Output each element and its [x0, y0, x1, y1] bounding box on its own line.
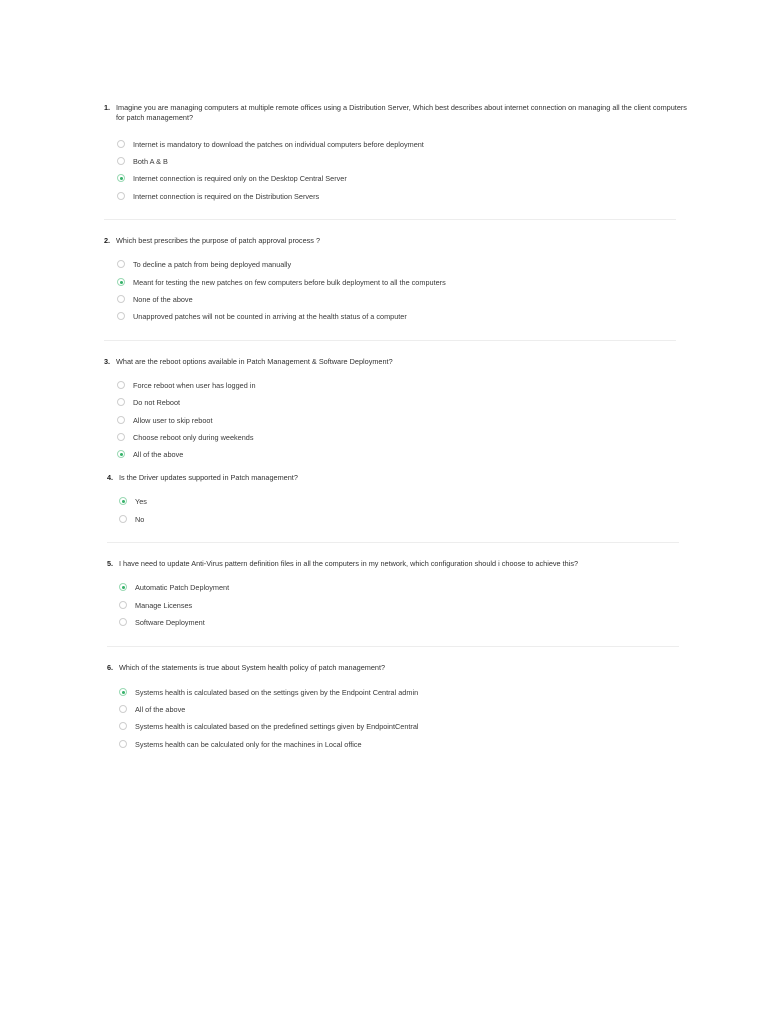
option-label: Manage Licenses [135, 600, 193, 610]
radio-button-selected[interactable] [117, 174, 125, 182]
question-4-text: Is the Driver updates supported in Patch management? [119, 473, 298, 482]
divider [104, 340, 676, 341]
option-label: Both A & B [133, 156, 168, 166]
option-label: Force reboot when user has logged in [133, 380, 256, 390]
question-6-text: Which of the statements is true about System health policy of patch management? [119, 663, 386, 672]
option-label: Systems health is calculated based on the predefined settings given by EndpointCentral [135, 721, 419, 731]
question-5-number: 5. [107, 559, 114, 568]
radio-button[interactable] [117, 260, 125, 268]
option-label: Allow user to skip reboot [133, 415, 213, 425]
radio-button-selected[interactable] [119, 583, 127, 591]
question-1-text: Imagine you are managing computers at multiple remote offices using a Distribution Server, Which best describes about internet connection on managing all the client computers for patch management? [116, 103, 687, 122]
divider [104, 219, 676, 220]
question-1 [0, 103, 768, 201]
question-3 [0, 357, 768, 459]
question-1-option-4[interactable] [117, 190, 319, 202]
question-5-option-3[interactable] [119, 616, 205, 628]
question-4-header [107, 473, 694, 483]
radio-button[interactable] [117, 381, 125, 389]
question-6-option-3[interactable] [119, 720, 419, 732]
question-3-option-5[interactable] [117, 448, 183, 460]
option-label: All of the above [135, 704, 186, 714]
radio-button[interactable] [117, 140, 125, 148]
option-label: Unapproved patches will not be counted in arriving at the health status of a computer [133, 311, 407, 321]
question-5-text: I have need to update Anti-Virus pattern definition files in all the computers in my network, which configuration should i choose to achieve this? [119, 559, 579, 568]
question-6-option-2[interactable] [119, 703, 185, 715]
radio-button[interactable] [119, 601, 127, 609]
radio-button[interactable] [117, 312, 125, 320]
radio-button[interactable] [117, 192, 125, 200]
divider [107, 542, 679, 543]
radio-button[interactable] [117, 157, 125, 165]
option-label: Meant for testing the new patches on few computers before bulk deployment to all the computers [133, 277, 446, 287]
option-label: All of the above [133, 449, 184, 459]
question-1-number: 1. [104, 103, 111, 112]
question-2-header [104, 236, 691, 246]
option-label: Choose reboot only during weekends [133, 432, 254, 442]
radio-button[interactable] [117, 433, 125, 441]
option-label: No [135, 514, 145, 524]
question-4 [0, 473, 768, 524]
question-6-header [107, 663, 694, 673]
question-5-option-1[interactable] [119, 581, 229, 593]
question-6-option-4[interactable] [119, 738, 362, 750]
option-label: Internet connection is required on the Distribution Servers [133, 191, 320, 201]
question-2-number: 2. [104, 236, 111, 245]
question-4-option-1[interactable] [119, 495, 147, 507]
question-6-option-1[interactable] [119, 686, 418, 698]
question-2 [0, 236, 768, 321]
radio-button[interactable] [119, 705, 127, 713]
radio-button[interactable] [117, 416, 125, 424]
radio-button[interactable] [117, 398, 125, 406]
radio-button-selected[interactable] [119, 497, 127, 505]
question-4-number: 4. [107, 473, 114, 482]
option-label: Automatic Patch Deployment [135, 582, 230, 592]
divider [107, 646, 679, 647]
question-5-header [107, 559, 694, 569]
option-label: Yes [135, 496, 147, 506]
option-label: Systems health is calculated based on the settings given by the Endpoint Central admin [135, 687, 419, 697]
question-2-option-2[interactable] [117, 276, 446, 288]
question-1-option-3[interactable] [117, 172, 347, 184]
radio-button[interactable] [119, 515, 127, 523]
radio-button[interactable] [119, 722, 127, 730]
option-label: None of the above [133, 294, 193, 304]
question-1-option-1[interactable] [117, 138, 424, 150]
option-label: Systems health can be calculated only for the machines in Local office [135, 739, 362, 749]
question-3-number: 3. [104, 357, 111, 366]
radio-button-selected[interactable] [117, 278, 125, 286]
radio-button-selected[interactable] [117, 450, 125, 458]
question-3-header [104, 357, 691, 367]
radio-button[interactable] [117, 295, 125, 303]
question-3-option-4[interactable] [117, 431, 253, 443]
radio-button[interactable] [119, 618, 127, 626]
option-label: Internet is mandatory to download the patches on individual computers before deployment [133, 139, 424, 149]
radio-button[interactable] [119, 740, 127, 748]
question-3-option-2[interactable] [117, 396, 180, 408]
option-label: Internet connection is required only on the Desktop Central Server [133, 173, 347, 183]
option-label: To decline a patch from being deployed manually [133, 259, 292, 269]
question-5 [0, 559, 768, 627]
question-1-option-2[interactable] [117, 155, 168, 167]
question-3-option-1[interactable] [117, 379, 256, 391]
question-3-text: What are the reboot options available in Patch Management & Software Deployment? [116, 357, 393, 366]
question-6-number: 6. [107, 663, 114, 672]
question-5-option-2[interactable] [119, 599, 192, 611]
option-label: Software Deployment [135, 617, 205, 627]
question-2-option-4[interactable] [117, 310, 407, 322]
question-2-option-1[interactable] [117, 258, 291, 270]
question-6 [0, 663, 768, 749]
option-label: Do not Reboot [133, 397, 181, 407]
question-1-header [104, 103, 691, 123]
question-4-option-2[interactable] [119, 513, 144, 525]
question-2-option-3[interactable] [117, 293, 193, 305]
question-3-option-3[interactable] [117, 414, 213, 426]
radio-button-selected[interactable] [119, 688, 127, 696]
question-2-text: Which best prescribes the purpose of patch approval process ? [116, 236, 321, 245]
